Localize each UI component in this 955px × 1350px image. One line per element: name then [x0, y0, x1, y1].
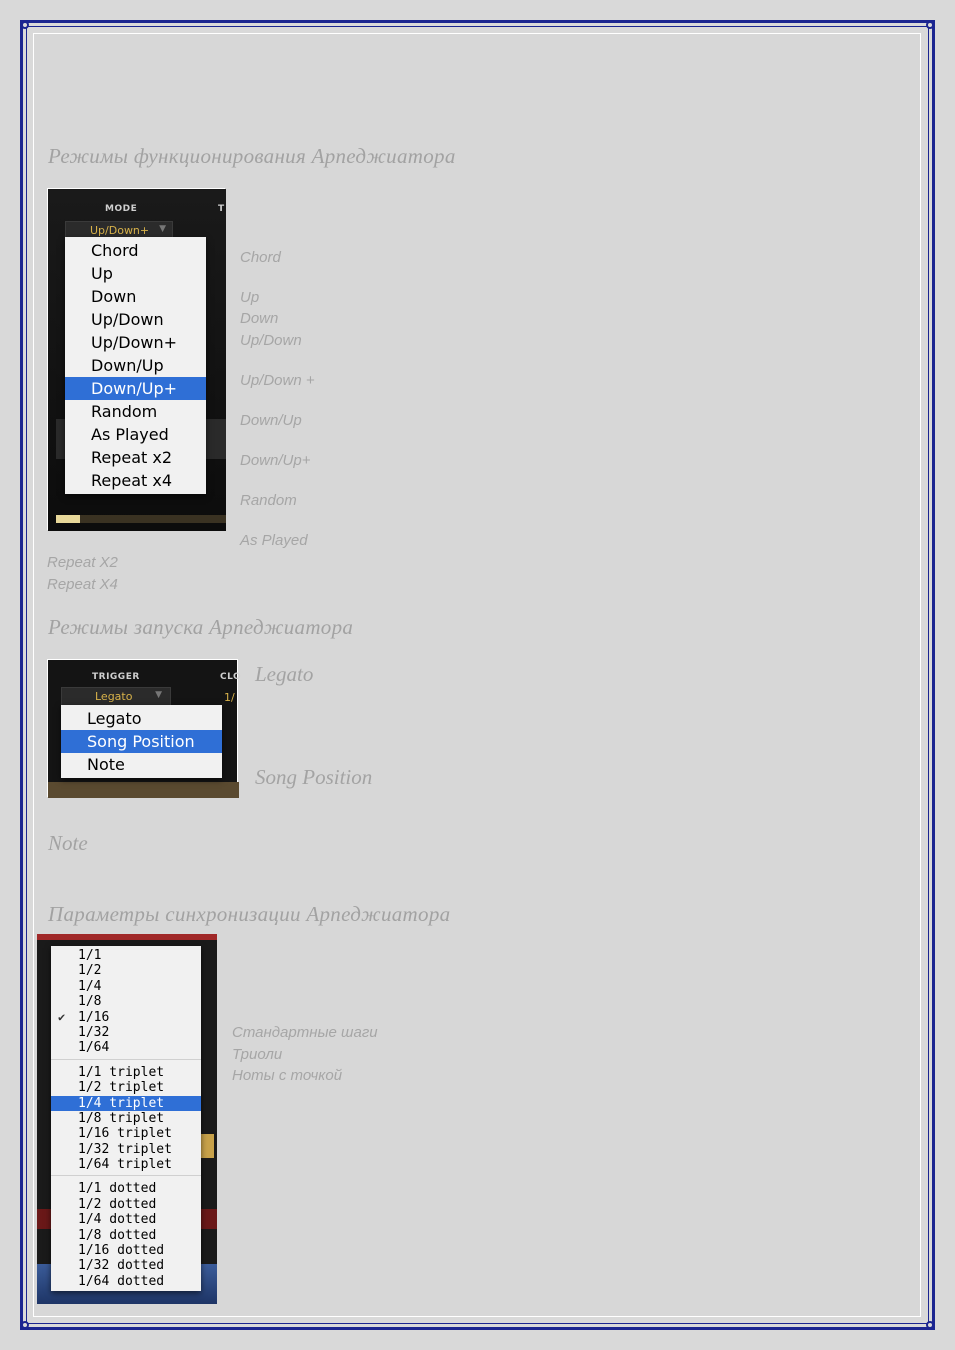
sync-menu-item[interactable] [51, 1126, 201, 1141]
label-standard-steps: Стандартные шаги [232, 1024, 378, 1041]
mode-menu-item[interactable]: Repeat x2 [91, 448, 173, 467]
sync-menu-item-label: 1/16 triplet [78, 1126, 172, 1142]
label-up-down: Up/Down [240, 332, 302, 349]
progress-fill [56, 515, 80, 523]
sync-menu-item[interactable] [51, 1157, 201, 1172]
sync-menu-item[interactable] [51, 1258, 201, 1273]
sync-menu-item[interactable] [51, 1243, 201, 1258]
mode-menu-item[interactable]: Up [91, 264, 113, 283]
menu-separator [51, 1175, 201, 1176]
sync-menu-item[interactable] [51, 1096, 201, 1111]
mode-menu-item[interactable]: Random [91, 402, 158, 421]
background-gold-block [200, 1134, 214, 1158]
sync-menu-item[interactable] [51, 1142, 201, 1157]
mode-menu-item[interactable]: Up/Down+ [91, 333, 177, 352]
sync-menu-item[interactable] [51, 1025, 201, 1040]
label-legato: Legato [255, 662, 314, 686]
label-down-up: Down/Up [240, 412, 302, 429]
sync-menu-item-label: 1/1 [78, 948, 102, 963]
chevron-down-icon: ▼ [155, 690, 162, 700]
mode-header: MODE [105, 204, 138, 214]
label-note: Note [48, 831, 88, 855]
menu-separator [51, 1059, 201, 1060]
label-random: Random [240, 492, 297, 509]
trigger-options-menu [61, 705, 222, 778]
sync-menu-item-label: 1/2 dotted [78, 1196, 157, 1212]
sync-menu-item-label: 1/4 triplet [78, 1095, 165, 1111]
mode-menu-item[interactable]: Down/Up+ [65, 377, 206, 400]
sync-menu-item-label: 1/2 [78, 963, 102, 979]
sync-menu-item-label: 1/16 [78, 1009, 110, 1025]
sync-menu-item[interactable] [51, 1111, 201, 1126]
sync-menu-screenshot [37, 934, 217, 1304]
trigger-menu-item[interactable]: Note [87, 755, 125, 774]
label-up-down-plus: Up/Down + [240, 372, 315, 389]
sync-menu-item[interactable] [51, 1080, 201, 1095]
sync-menu-item[interactable] [51, 1065, 201, 1080]
trigger-header: TRIGGER [92, 672, 140, 682]
sync-menu-item-label: 1/64 [78, 1040, 110, 1056]
section-heading-modes: Режимы функционирования Арпеджиатора [48, 144, 456, 168]
label-as-played: As Played [240, 532, 308, 549]
label-repeat-x4: Repeat X4 [47, 576, 118, 593]
corner-ornament [926, 1321, 934, 1329]
label-song-position: Song Position [255, 765, 373, 789]
mode-menu-item[interactable]: Down [91, 287, 137, 306]
label-down-up-plus: Down/Up+ [240, 452, 311, 469]
corner-ornament [21, 21, 29, 29]
sync-menu-item[interactable] [51, 1228, 201, 1243]
sync-menu-item-label: 1/32 dotted [78, 1258, 165, 1274]
trigger-menu-screenshot [47, 659, 242, 797]
label-repeat-x2: Repeat X2 [47, 554, 118, 571]
trigger-dropdown[interactable] [61, 687, 171, 707]
mode-menu-screenshot [47, 188, 225, 530]
sync-menu-item-label: 1/1 triplet [78, 1064, 165, 1080]
clock-header: CLO [220, 672, 242, 682]
sync-menu-item[interactable] [51, 1274, 201, 1289]
chevron-down-icon: ▼ [159, 224, 166, 234]
label-triplets: Триоли [232, 1046, 283, 1063]
corner-ornament [926, 21, 934, 29]
sync-menu-item[interactable] [51, 979, 201, 994]
mode-menu-item[interactable]: Down/Up [91, 356, 164, 375]
sync-menu-item-label: 1/8 [78, 994, 102, 1010]
label-down: Down [240, 310, 279, 327]
mode-current-value: Up/Down+ [90, 224, 150, 237]
sync-menu-item-label: 1/64 triplet [78, 1157, 172, 1173]
sync-menu-item-label: 1/32 [78, 1024, 110, 1040]
sync-menu-item-label: 1/1 dotted [78, 1181, 157, 1197]
background-accent-bar [37, 934, 217, 940]
mode-menu-item[interactable]: Up/Down [91, 310, 164, 329]
sync-menu-item[interactable] [51, 1010, 201, 1025]
label-dotted: Ноты с точкой [232, 1067, 343, 1084]
sync-menu-item[interactable] [51, 994, 201, 1009]
sync-menu-item[interactable] [51, 1040, 201, 1055]
progress-track [56, 515, 226, 523]
sync-options-menu [51, 946, 201, 1291]
sync-menu-item-label: 1/2 triplet [78, 1080, 165, 1096]
mode-menu-item[interactable]: As Played [91, 425, 169, 444]
sync-menu-item-label: 1/32 triplet [78, 1141, 172, 1157]
label-chord: Chord [240, 249, 281, 266]
sync-menu-item[interactable] [51, 1181, 201, 1196]
sync-menu-item[interactable] [51, 948, 201, 963]
background-strip [48, 782, 239, 798]
sync-menu-item-label: 1/16 dotted [78, 1243, 165, 1259]
sync-menu-item-label: 1/8 triplet [78, 1110, 165, 1126]
mode-menu-item[interactable]: Repeat x4 [91, 471, 173, 490]
sync-menu-item[interactable] [51, 1197, 201, 1212]
section-heading-sync: Параметры синхронизации Арпеджиатора [48, 902, 451, 926]
mode-options-menu [65, 237, 206, 494]
sync-menu-item-label: 1/64 dotted [78, 1273, 165, 1289]
trigger-menu-item[interactable]: Legato [87, 709, 142, 728]
corner-ornament [21, 1321, 29, 1329]
trigger-menu-item[interactable]: Song Position [61, 730, 222, 753]
next-column-header: T [218, 204, 225, 214]
mode-menu-item[interactable]: Chord [91, 241, 139, 260]
label-up: Up [240, 289, 260, 306]
sync-menu-item-label: 1/4 [78, 978, 102, 994]
sync-menu-item-label: 1/4 dotted [78, 1212, 157, 1228]
sync-menu-item[interactable] [51, 963, 201, 978]
sync-menu-item-label: 1/8 dotted [78, 1227, 157, 1243]
trigger-current-value: Legato [95, 690, 133, 703]
checkmark-icon: ✔ [58, 1009, 66, 1024]
section-heading-trigger: Режимы запуска Арпеджиатора [48, 615, 354, 639]
sync-menu-item[interactable] [51, 1212, 201, 1227]
clock-current-value: 1/ [224, 691, 235, 704]
